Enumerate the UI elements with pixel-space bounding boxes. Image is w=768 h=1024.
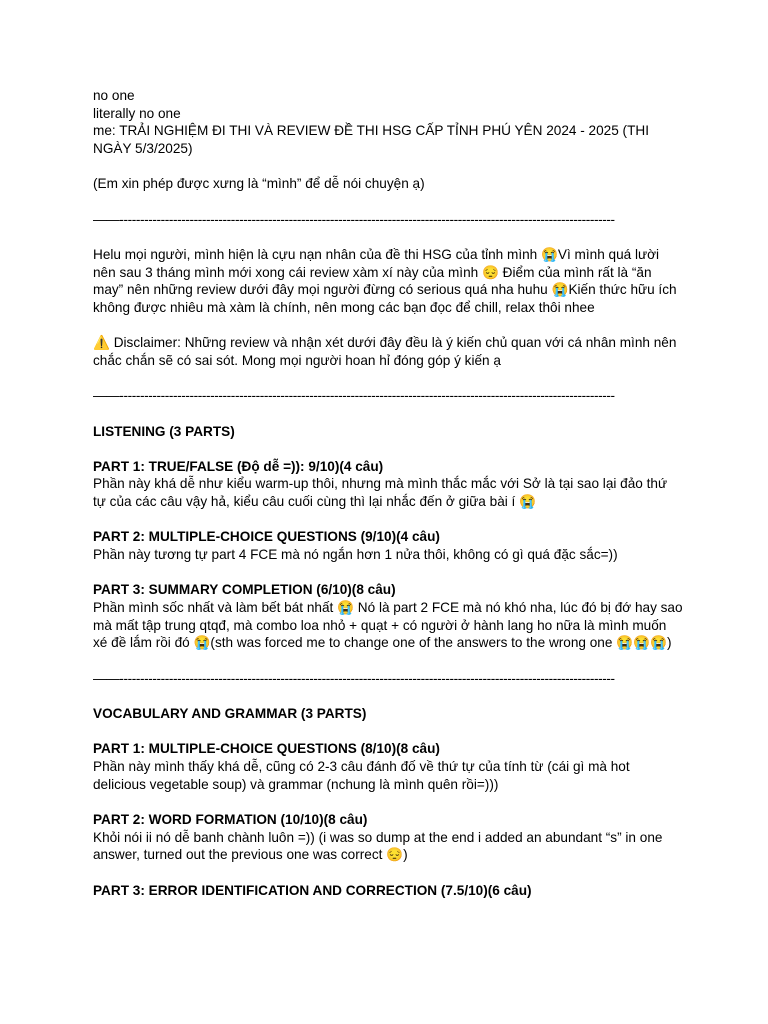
listening-part3-heading: PART 3: SUMMARY COMPLETION (6/10)(8 câu) xyxy=(93,582,396,598)
vocab-part3-heading: PART 3: ERROR IDENTIFICATION AND CORRECTION (7.5/10)(6 câu) xyxy=(93,882,532,898)
listening-part2-heading: PART 2: MULTIPLE-CHOICE QUESTIONS (9/10)(4 câu) xyxy=(93,529,440,545)
disclaimer-paragraph: ⚠️ Disclaimer: Những review và nhận xét dưới đây đều là ý kiến chủ quan với cá nhân mình nên chắc chắn sẽ có sai sót. Mong mọi người hoan hỉ đóng góp ý kiến ạ xyxy=(93,335,677,368)
vocab-part1-heading: PART 1: MULTIPLE-CHOICE QUESTIONS (8/10)(8 câu) xyxy=(93,741,440,757)
listening-part2-body: Phần này tương tự part 4 FCE mà nó ngắn hơn 1 nửa thôi, không có gì quá đặc sắc=)) xyxy=(93,547,618,563)
vocab-part1-body: Phần này mình thấy khá dễ, cũng có 2-3 câu đánh đố về thứ tự của tính từ (cái gì mà hot delicious vegetable soup) và grammar (nchung là mình quên rồi=))) xyxy=(93,759,630,792)
intro-title: me: TRẢI NGHIỆM ĐI THI VÀ REVIEW ĐỀ THI HSG CẤP TỈNH PHÚ YÊN 2024 - 2025 (THI NGÀY 5/3/2025) xyxy=(93,123,649,156)
intro-line-1: no one xyxy=(93,88,135,103)
vocab-part2-body: Khỏi nói ii nó dễ banh chành luôn =)) (i was so dump at the end i added an abundant “s” in one answer, turned out the previous one was correct 😔) xyxy=(93,829,663,863)
vocab-part2-heading: PART 2: WORD FORMATION (10/10)(8 câu) xyxy=(93,811,368,827)
listening-part1-body: Phần này khá dễ như kiểu warm-up thôi, nhưng mà mình thắc mắc với Sở là tại sao lại đảo thứ tự của các câu vậy hả, kiểu câu cuối cùng thì lại nhắc đến ở giữa bài í 😭 xyxy=(93,476,668,510)
listening-part1-heading: PART 1: TRUE/FALSE (Độ dễ =)): 9/10)(4 câu) xyxy=(93,458,384,474)
document-body xyxy=(93,87,683,899)
listening-part3-body: Phần mình sốc nhất và làm bết bát nhất 😭 Nó là part 2 FCE mà nó khó nha, lúc đó bị đớ hay sao mà mất tập trung qtqđ, mà combo loa nhỏ + quạt + có người ở hành lang ho nữa là mình muốn xé đề lắm rồi đó 😭(sth was forced me to change one of the answers to the wrong one 😭😭😭) xyxy=(93,600,683,651)
intro-note: (Em xin phép được xưng là “mình” để dễ nói chuyện ạ) xyxy=(93,176,425,192)
vocab-title: VOCABULARY AND GRAMMAR (3 PARTS) xyxy=(93,706,367,722)
divider-3: ——------------------------------------------------------------------------------------------------------------------------ xyxy=(93,670,615,686)
divider-2: ——------------------------------------------------------------------------------------------------------------------------ xyxy=(93,388,615,404)
intro-line-2: literally no one xyxy=(93,105,181,121)
divider-1: ——------------------------------------------------------------------------------------------------------------------------ xyxy=(93,211,615,227)
greeting-paragraph: Helu mọi người, mình hiện là cựu nạn nhân của đề thi HSG của tỉnh mình 😭Vì mình quá lười nên sau 3 tháng mình mới xong cái review xàm xí này của mình 😔 Điểm của mình rất là “ăn may” nên những review dưới đây mọi người đừng có serious quá nha huhu 😭Kiến thức hữu ích không được nhiêu mà xàm là chính, nên mong các bạn đọc để chill, relax thôi nhee xyxy=(93,246,677,315)
listening-title: LISTENING (3 PARTS) xyxy=(93,423,235,439)
